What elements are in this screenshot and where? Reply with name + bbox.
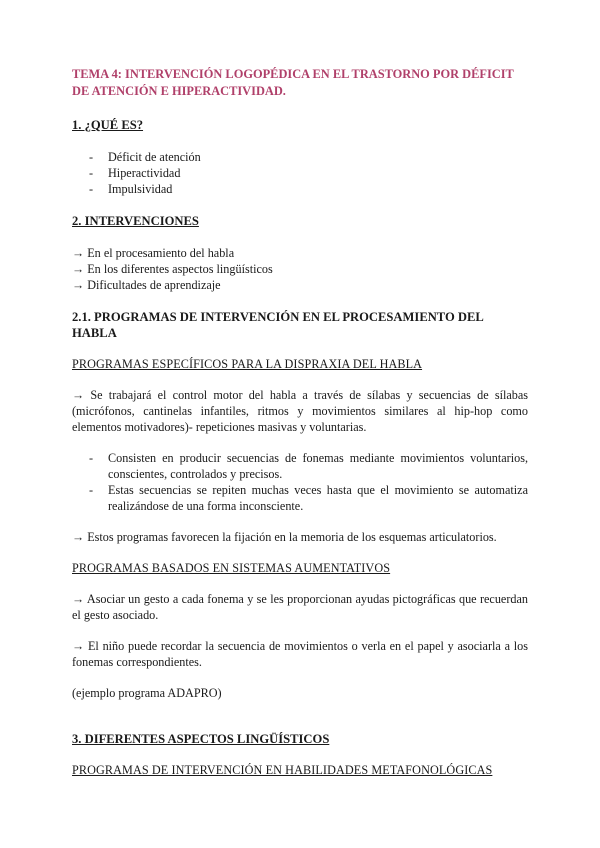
subheading-aumentativos: PROGRAMAS BASADOS EN SISTEMAS AUMENTATIVOS (72, 561, 391, 575)
section-1-list (72, 149, 528, 197)
subheading-dispraxia: PROGRAMAS ESPECÍFICOS PARA LA DISPRAXIA DEL HABLA (72, 357, 423, 371)
paragraph: → Estos programas favorecen la fijación en la memoria de los esquemas articulatorios. (72, 530, 497, 544)
section-2-1-bullets (72, 450, 528, 514)
list-item: - Consisten en producir secuencias de fonemas mediante movimientos voluntarios, conscientes, controlados y precisos. (72, 450, 528, 482)
list-item: - Déficit de atención (72, 149, 528, 165)
subheading-metafonologicas: PROGRAMAS DE INTERVENCIÓN EN HABILIDADES METAFONOLÓGICAS (72, 763, 493, 777)
list-item: - Impulsividad (72, 181, 528, 197)
paragraph: → Se trabajará el control motor del habla a través de sílabas y secuencias de sílabas (micrófonos, cantinelas infantiles, ritmos y movimientos similares al hip-hop como elementos motivadores)- repeticiones masivas y voluntarias. (72, 388, 528, 434)
section-2-1-heading: 2.1. PROGRAMAS DE INTERVENCIÓN EN EL PROCESAMIENTO DEL HABLA (72, 310, 484, 340)
paragraph: (ejemplo programa ADAPRO) (72, 686, 222, 700)
section-2-heading: 2. INTERVENCIONES (72, 214, 199, 228)
section-3-heading: 3. DIFERENTES ASPECTOS LINGÜÍSTICOS (72, 732, 330, 746)
paragraph: → Asociar un gesto a cada fonema y se les proporcionan ayudas pictográficas que recuerdan el gesto asociado. (72, 592, 528, 622)
list-item: - Estas secuencias se repiten muchas veces hasta que el movimiento se automatiza realizándose de una forma inconsciente. (72, 482, 528, 514)
arrow-line: → En el procesamiento del habla (72, 246, 235, 260)
section-2-lines (72, 245, 528, 293)
document-page (72, 66, 528, 778)
arrow-line: → Dificultades de aprendizaje (72, 278, 221, 292)
list-item: - Hiperactividad (72, 165, 528, 181)
document-title: TEMA 4: INTERVENCIÓN LOGOPÉDICA EN EL TRASTORNO POR DÉFICIT DE ATENCIÓN E HIPERACTIVIDAD. (72, 67, 514, 98)
arrow-line: → En los diferentes aspectos lingüísticos (72, 262, 273, 276)
paragraph: → El niño puede recordar la secuencia de movimientos o verla en el papel y asociarla a los fonemas correspondientes. (72, 639, 528, 669)
section-1-heading: 1. ¿QUÉ ES? (72, 118, 144, 132)
